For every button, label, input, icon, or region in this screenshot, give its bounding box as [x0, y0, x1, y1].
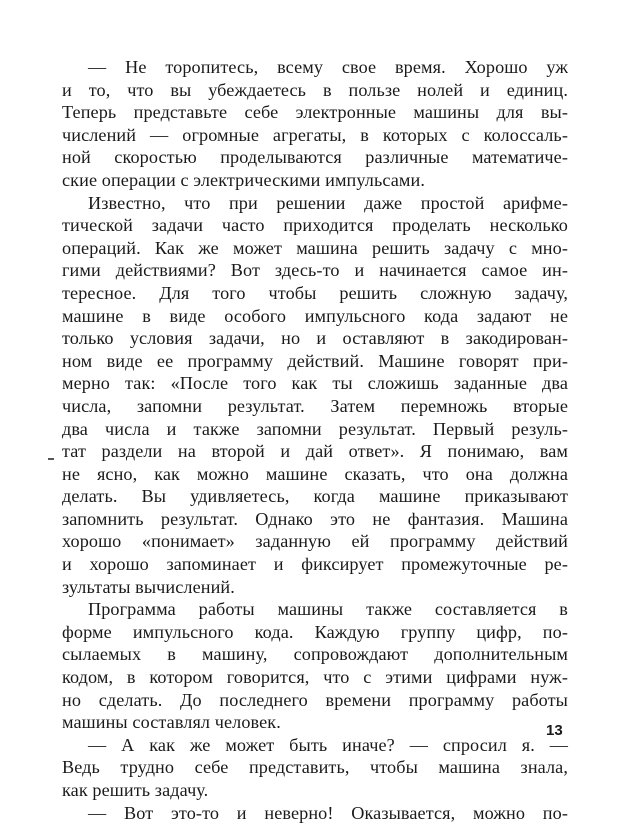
text-line: Ведь трудно себе представить, чтобы машина знала, — [62, 757, 568, 778]
text-line: не ясно, как можно машине сказать, что она должна — [62, 463, 568, 484]
text-line: кодом, в котором говорится, что с этими цифрами нуж- — [62, 667, 568, 688]
text-line: два числа и также запомни результат. Первый резуль- — [62, 418, 568, 439]
text-line: ские операции с электрическими импульсами. — [62, 169, 426, 190]
text-line: операций. Как же может машина решить задачу с мно- — [62, 237, 568, 258]
text-line: Программа работы машины также составляется в — [88, 599, 568, 620]
text-line: как решить задачу. — [62, 780, 209, 800]
text-line: форме импульсного кода. Каждую группу цифр, по- — [62, 621, 568, 642]
text-line: сылаемых в машину, сопровождают дополнительным — [62, 644, 568, 665]
text-line: и то, что вы убеждаетесь в пользе нолей и единиц. — [62, 79, 568, 100]
text-line: тересное. Для того чтобы решить сложную задачу, — [62, 282, 568, 303]
text-line: Известно, что при решении даже простой арифме- — [88, 192, 568, 213]
text-line: числений — огромные агрегаты, в которых с колоссаль- — [62, 124, 568, 145]
text-line: — Не торопитесь, всему свое время. Хорошо уж — [88, 57, 568, 77]
text-line: тат раздели на второй и дай ответ». Я понимаю, вам — [62, 441, 568, 462]
text-line: — А как же может быть иначе? — спросил я. — — [88, 734, 568, 755]
print-speck — [48, 458, 54, 460]
text-line: запомнить результат. Однако это не фантазия. Машина — [62, 508, 568, 529]
text-line: мерно так: «После того как ты сложишь заданные два — [62, 373, 568, 394]
text-line: зультаты вычислений. — [62, 576, 235, 597]
text-line: Теперь представьте себе электронные машины для вы- — [62, 102, 568, 123]
text-line: только условия задачи, но и оставляют в закодирован- — [62, 328, 568, 349]
page-number: 13 — [546, 722, 563, 739]
text-line: числа, запомни результат. Затем перемножь вторые — [62, 395, 568, 416]
body-text — [62, 56, 568, 824]
text-line: тической задачи часто приходится проделать несколько — [62, 215, 568, 236]
text-line: хорошо «понимает» заданную ей программу действий — [62, 531, 568, 552]
text-line: машине в виде особого импульсного кода задают не — [62, 305, 568, 326]
text-line: — Вот это-то и неверно! Оказывается, можно по- — [88, 802, 568, 823]
text-line: делать. Вы удивляетесь, когда машине приказывают — [62, 486, 568, 507]
text-line: ной скоростью проделываются различные математиче- — [62, 147, 568, 168]
text-line: машины составлял человек. — [62, 712, 281, 733]
text-line: и хорошо запоминает и фиксирует промежуточные ре- — [62, 554, 568, 575]
text-line: гими действиями? Вот здесь-то и начинается самое ин- — [62, 260, 568, 281]
text-line: но сделать. До последнего времени программу работы — [62, 689, 568, 710]
text-line: ном виде ее программу действий. Машине говорят при- — [62, 350, 568, 371]
